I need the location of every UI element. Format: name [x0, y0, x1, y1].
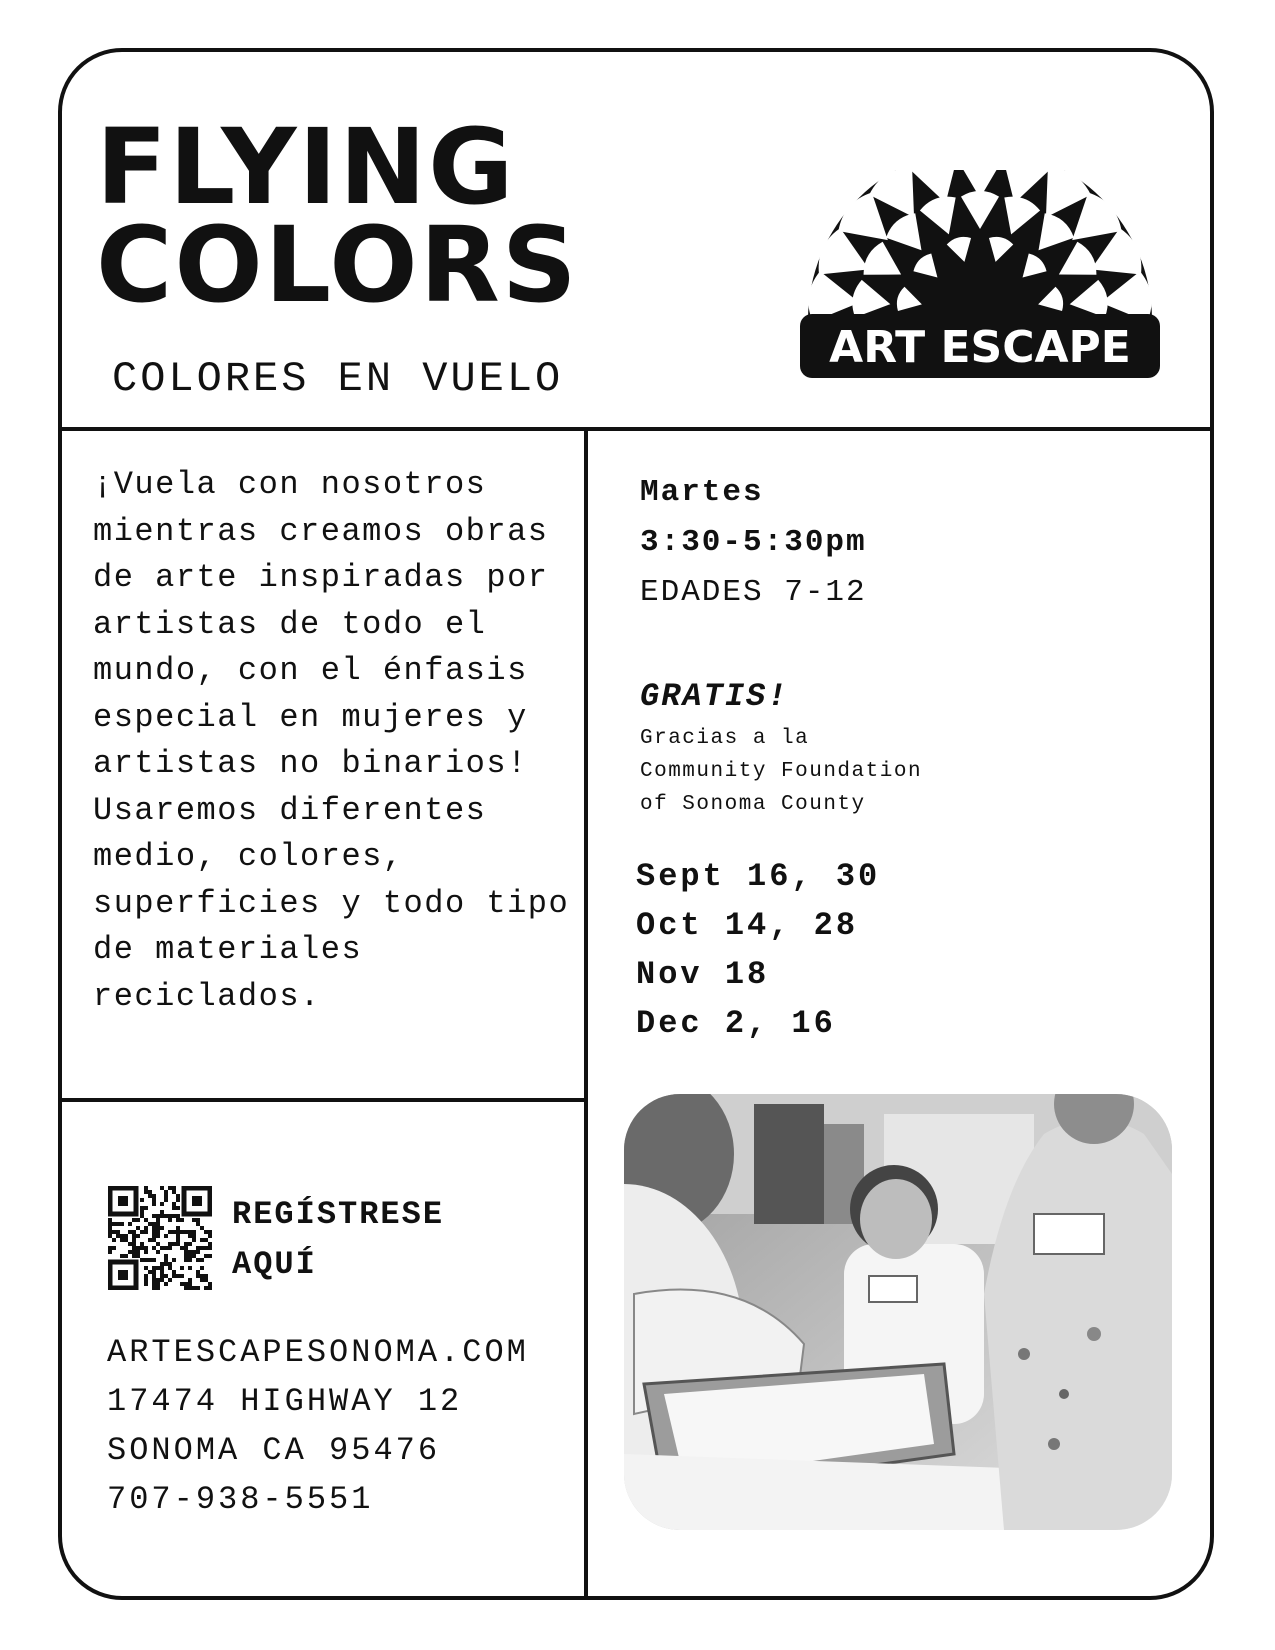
qr-module	[108, 1226, 112, 1230]
qr-module	[204, 1246, 208, 1250]
page-subtitle: COLORES EN VUELO	[112, 355, 564, 403]
qr-module	[152, 1202, 156, 1206]
qr-module	[184, 1230, 188, 1234]
qr-module	[148, 1222, 152, 1226]
qr-module	[160, 1266, 164, 1270]
qr-module	[148, 1258, 152, 1262]
qr-module	[148, 1194, 152, 1198]
qr-module	[196, 1250, 200, 1254]
qr-module	[152, 1238, 156, 1242]
qr-module	[156, 1286, 160, 1290]
left-column-divider	[58, 1098, 586, 1102]
qr-module	[208, 1286, 212, 1290]
qr-module	[180, 1282, 184, 1286]
phone-number[interactable]: 707-938-5551	[107, 1481, 374, 1518]
qr-module	[196, 1286, 200, 1290]
qr-module	[176, 1234, 180, 1238]
qr-module	[196, 1258, 200, 1262]
qr-module	[164, 1214, 168, 1218]
qr-module	[120, 1254, 124, 1258]
qr-module	[176, 1230, 180, 1234]
qr-module	[152, 1230, 156, 1234]
qr-module	[108, 1222, 112, 1226]
qr-module	[144, 1266, 148, 1270]
qr-module	[128, 1242, 132, 1246]
schedule	[640, 468, 867, 618]
qr-module	[172, 1206, 176, 1210]
qr-module	[184, 1242, 188, 1246]
logo-text: ART ESCAPE	[829, 322, 1131, 373]
qr-module	[156, 1214, 160, 1218]
qr-module	[196, 1274, 200, 1278]
qr-module	[156, 1242, 160, 1246]
qr-module	[184, 1250, 188, 1254]
qr-module	[200, 1226, 204, 1230]
qr-module	[112, 1230, 116, 1234]
qr-module	[152, 1286, 156, 1290]
qr-module	[132, 1238, 136, 1242]
qr-module	[156, 1282, 160, 1286]
qr-module	[108, 1246, 112, 1250]
qr-module	[144, 1250, 148, 1254]
qr-module	[132, 1218, 136, 1222]
qr-module	[144, 1282, 148, 1286]
qr-module	[152, 1234, 156, 1238]
qr-module	[124, 1234, 128, 1238]
qr-module	[176, 1242, 180, 1246]
qr-module	[168, 1278, 172, 1282]
sponsor-line: Community Foundation	[640, 760, 923, 783]
qr-module	[192, 1234, 196, 1238]
qr-module	[136, 1218, 140, 1222]
qr-module	[140, 1206, 144, 1210]
qr-module	[188, 1242, 192, 1246]
column-divider	[584, 431, 588, 1600]
qr-module	[144, 1186, 148, 1190]
qr-module	[132, 1230, 136, 1234]
qr-module	[124, 1254, 128, 1258]
qr-module	[168, 1262, 172, 1266]
qr-module	[152, 1266, 156, 1270]
qr-module	[152, 1258, 156, 1262]
qr-module	[160, 1186, 164, 1190]
qr-module	[144, 1274, 148, 1278]
date-line: Nov 18	[636, 956, 770, 993]
qr-module	[164, 1246, 168, 1250]
qr-module	[208, 1234, 212, 1238]
qr-module	[128, 1230, 132, 1234]
qr-module	[148, 1270, 152, 1274]
qr-module	[156, 1234, 160, 1238]
qr-module	[144, 1226, 148, 1230]
date-line: Dec 2, 16	[636, 1005, 836, 1042]
class-photo	[624, 1094, 1172, 1530]
qr-module	[112, 1222, 116, 1226]
qr-module	[180, 1230, 184, 1234]
qr-module	[124, 1238, 128, 1242]
sunburst-icon	[808, 170, 1152, 322]
qr-module	[144, 1218, 148, 1222]
qr-module	[200, 1246, 204, 1250]
description-text: ¡Vuela con nosotros mientras creamos obras de arte inspiradas por artistas de todo el mundo, con el énfasis especial en mujeres y artistas no binarios! Usaremos diferentes medio, colores, superficies y todo tipo de materiales reciclados.	[93, 466, 570, 1015]
website-link[interactable]: ARTESCAPESONOMA.COM	[107, 1334, 529, 1371]
page-title	[96, 106, 579, 326]
qr-module	[144, 1190, 148, 1194]
qr-module	[192, 1218, 196, 1222]
qr-module	[120, 1222, 124, 1226]
qr-module	[164, 1198, 168, 1202]
register-link[interactable]	[232, 1190, 444, 1290]
qr-module	[188, 1234, 192, 1238]
qr-module	[160, 1214, 164, 1218]
qr-module	[112, 1246, 116, 1250]
qr-module	[108, 1230, 112, 1234]
qr-module	[152, 1282, 156, 1286]
qr-module	[128, 1222, 132, 1226]
qr-module	[144, 1258, 148, 1262]
qr-module	[196, 1270, 200, 1274]
qr-module	[188, 1254, 192, 1258]
qr-module	[140, 1214, 144, 1218]
qr-module	[140, 1230, 144, 1234]
qr-module	[152, 1274, 156, 1278]
qr-module	[172, 1214, 176, 1218]
qr-module	[152, 1278, 156, 1282]
qr-module	[152, 1246, 156, 1250]
qr-module	[116, 1230, 120, 1234]
qr-module	[184, 1258, 188, 1262]
title-line-2: COLORS	[96, 204, 579, 326]
qr-module	[108, 1250, 112, 1254]
qr-module	[192, 1238, 196, 1242]
qr-module	[128, 1250, 132, 1254]
qr-module	[116, 1234, 120, 1238]
qr-module	[164, 1262, 168, 1266]
qr-module	[140, 1198, 144, 1202]
contact-info	[107, 1328, 529, 1524]
qr-module	[160, 1270, 164, 1274]
qr-module	[108, 1234, 112, 1238]
qr-module	[156, 1266, 160, 1270]
qr-module	[168, 1214, 172, 1218]
price-label: GRATIS!	[640, 678, 789, 715]
qr-module	[168, 1246, 172, 1250]
qr-module	[192, 1230, 196, 1234]
qr-module	[140, 1242, 144, 1246]
qr-module	[196, 1222, 200, 1226]
qr-module	[188, 1250, 192, 1254]
qr-module	[208, 1282, 212, 1286]
qr-module	[120, 1234, 124, 1238]
art-escape-logo	[800, 170, 1160, 378]
qr-code-icon[interactable]	[108, 1186, 212, 1290]
qr-module	[192, 1286, 196, 1290]
qr-module	[140, 1210, 144, 1214]
qr-module	[156, 1250, 160, 1254]
qr-module	[200, 1274, 204, 1278]
qr-module	[160, 1226, 164, 1230]
qr-module	[152, 1194, 156, 1198]
qr-module	[144, 1278, 148, 1282]
qr-module	[168, 1242, 172, 1246]
qr-module	[176, 1274, 180, 1278]
qr-module	[136, 1254, 140, 1258]
qr-module	[188, 1258, 192, 1262]
qr-module	[156, 1230, 160, 1234]
qr-module	[168, 1230, 172, 1234]
qr-module	[172, 1202, 176, 1206]
qr-module	[204, 1286, 208, 1290]
qr-module	[148, 1238, 152, 1242]
qr-module	[156, 1218, 160, 1222]
qr-module	[132, 1254, 136, 1258]
qr-module	[184, 1254, 188, 1258]
schedule-ages: EDADES 7-12	[640, 575, 867, 610]
qr-module	[204, 1274, 208, 1278]
qr-module	[168, 1266, 172, 1270]
qr-module	[160, 1262, 164, 1266]
qr-module	[200, 1266, 204, 1270]
qr-module	[152, 1214, 156, 1218]
header-divider	[58, 427, 1214, 431]
qr-module	[132, 1234, 136, 1238]
qr-module	[136, 1250, 140, 1254]
qr-module	[208, 1246, 212, 1250]
qr-module	[176, 1206, 180, 1210]
qr-module	[168, 1186, 172, 1190]
qr-module	[144, 1206, 148, 1210]
qr-module	[176, 1226, 180, 1230]
qr-module	[192, 1250, 196, 1254]
qr-module	[144, 1230, 148, 1234]
qr-module	[204, 1254, 208, 1258]
address-line: 17474 HIGHWAY 12	[107, 1383, 463, 1420]
qr-module	[176, 1238, 180, 1242]
qr-module	[180, 1218, 184, 1222]
qr-module	[152, 1270, 156, 1274]
session-dates	[636, 852, 880, 1048]
schedule-time: 3:30-5:30pm	[640, 525, 867, 560]
qr-module	[132, 1246, 136, 1250]
qr-module	[196, 1218, 200, 1222]
qr-module	[176, 1198, 180, 1202]
qr-module	[172, 1186, 176, 1190]
qr-module	[160, 1246, 164, 1250]
qr-module	[156, 1226, 160, 1230]
sponsor-line: of Sonoma County	[640, 793, 866, 816]
qr-module	[208, 1254, 212, 1258]
register-line-2: AQUÍ	[232, 1246, 317, 1283]
qr-module	[188, 1278, 192, 1282]
qr-module	[156, 1278, 160, 1282]
qr-module	[204, 1230, 208, 1234]
title-line-1: FLYING	[96, 106, 516, 228]
qr-module	[164, 1194, 168, 1198]
qr-module	[164, 1254, 168, 1258]
qr-module	[204, 1278, 208, 1282]
qr-module	[180, 1266, 184, 1270]
qr-module	[172, 1270, 176, 1274]
qr-module	[160, 1210, 164, 1214]
qr-module	[176, 1194, 180, 1198]
qr-module	[136, 1226, 140, 1230]
qr-module	[132, 1242, 136, 1246]
date-line: Oct 14, 28	[636, 907, 859, 944]
qr-module	[148, 1190, 152, 1194]
qr-module	[144, 1246, 148, 1250]
qr-module	[160, 1278, 164, 1282]
qr-module	[152, 1222, 156, 1226]
qr-module	[188, 1282, 192, 1286]
qr-module	[132, 1250, 136, 1254]
qr-module	[156, 1222, 160, 1226]
qr-module	[172, 1190, 176, 1194]
qr-module	[204, 1238, 208, 1242]
qr-module	[208, 1242, 212, 1246]
date-line: Sept 16, 30	[636, 858, 881, 895]
qr-module	[164, 1274, 168, 1278]
qr-module	[180, 1246, 184, 1250]
qr-module	[192, 1254, 196, 1258]
register-line-1: REGÍSTRESE	[232, 1196, 445, 1233]
qr-module	[140, 1246, 144, 1250]
qr-module	[200, 1258, 204, 1262]
qr-module	[164, 1190, 168, 1194]
qr-module	[136, 1234, 140, 1238]
qr-module	[164, 1234, 168, 1238]
sponsor-line: Gracias a la	[640, 727, 810, 750]
qr-module	[176, 1218, 180, 1222]
qr-module	[172, 1258, 176, 1262]
qr-module	[116, 1222, 120, 1226]
qr-module	[184, 1246, 188, 1250]
qr-module	[176, 1214, 180, 1218]
qr-module	[184, 1286, 188, 1290]
qr-module	[112, 1238, 116, 1242]
qr-module	[188, 1230, 192, 1234]
qr-module	[200, 1278, 204, 1282]
qr-module	[172, 1230, 176, 1234]
qr-module	[172, 1274, 176, 1278]
qr-module	[208, 1230, 212, 1234]
qr-module	[188, 1266, 192, 1270]
qr-module	[164, 1282, 168, 1286]
qr-module	[184, 1282, 188, 1286]
qr-module	[160, 1274, 164, 1278]
city-line: SONOMA CA 95476	[107, 1432, 441, 1469]
qr-module	[152, 1226, 156, 1230]
qr-module	[164, 1258, 168, 1262]
sponsor-note	[640, 722, 922, 821]
qr-module	[172, 1242, 176, 1246]
qr-module	[152, 1198, 156, 1202]
qr-module	[136, 1246, 140, 1250]
qr-module	[120, 1238, 124, 1242]
qr-module	[200, 1238, 204, 1242]
qr-module	[168, 1218, 172, 1222]
schedule-day: Martes	[640, 475, 764, 510]
qr-module	[180, 1274, 184, 1278]
qr-module	[108, 1218, 112, 1222]
qr-module	[188, 1286, 192, 1290]
qr-module	[196, 1246, 200, 1250]
qr-module	[160, 1202, 164, 1206]
qr-module	[140, 1258, 144, 1262]
